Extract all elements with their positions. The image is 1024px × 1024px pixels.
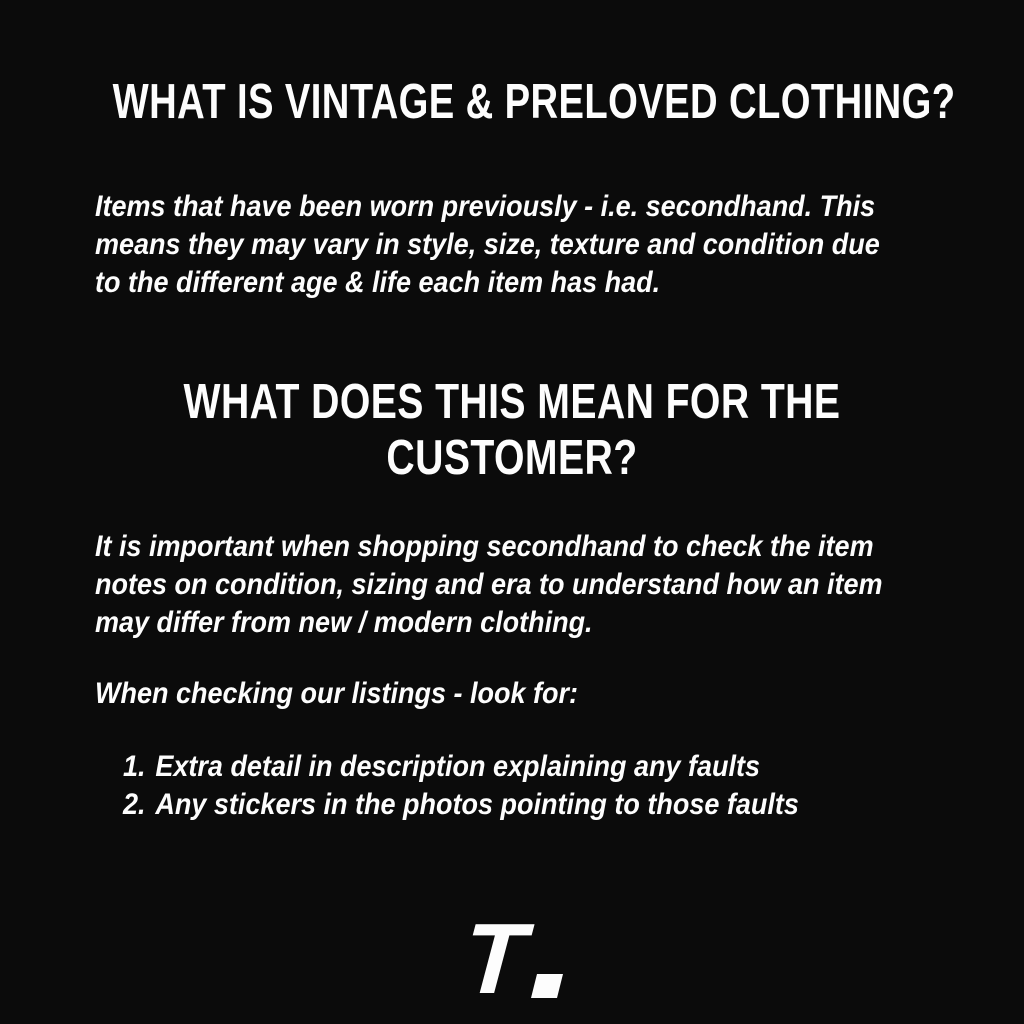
checklist [123, 748, 933, 824]
checklist-item-text: Extra detail in description explaining any faults [155, 750, 761, 783]
checklist-item [123, 786, 933, 824]
brand-logo [0, 903, 1024, 1015]
checklist-item [123, 748, 933, 786]
checklist-item-text: Any stickers in the photos pointing to those faults [155, 788, 799, 821]
customer-paragraph: It is important when shopping secondhand to check the item notes on condition, sizing and era to understand how an item may differ from new / modern clothing. [95, 530, 883, 639]
intro-paragraph: Items that have been worn previously - i.e. secondhand. This means they may vary in style, size, texture and condition due to the different age & life each item has had. [95, 190, 880, 299]
brand-logo-period-icon [531, 974, 563, 998]
section-title: WHAT DOES THIS MEAN FOR THE CUSTOMER? [183, 375, 841, 485]
main-title: WHAT IS VINTAGE & PRELOVED CLOTHING? [112, 75, 956, 129]
checklist-item-number: 2. [123, 788, 146, 821]
checklist-item-number: 1. [123, 750, 146, 783]
listings-note: When checking our listings - look for: [95, 677, 579, 710]
brand-logo-letter: T [460, 903, 530, 1015]
